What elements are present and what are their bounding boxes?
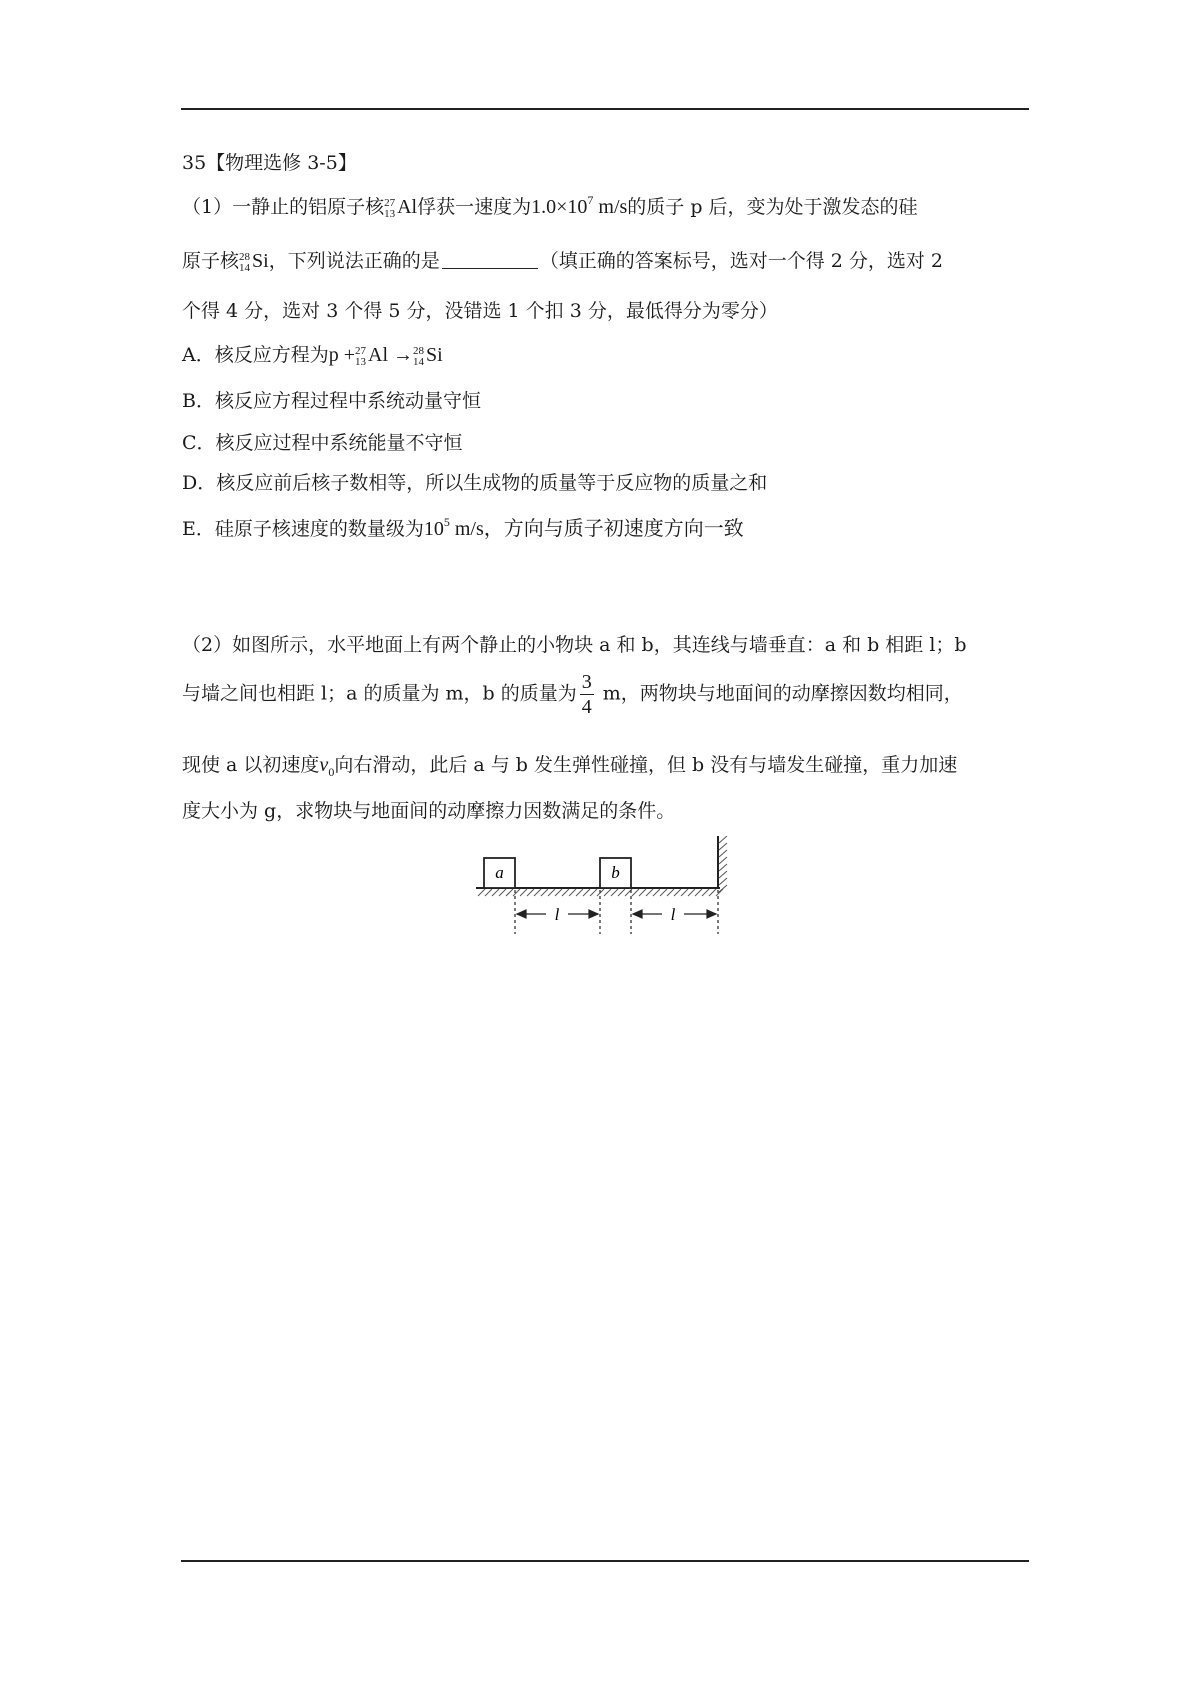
dimension-label-2: l xyxy=(670,905,676,924)
aluminum-nucleus: 27 13 Al xyxy=(384,196,418,220)
header-rule xyxy=(181,108,1029,110)
section-title: 35【物理选修 3-5】 xyxy=(182,152,357,174)
answer-blank xyxy=(442,250,538,269)
part2-line3: 现使 a 以初速度$v_0$向右滑动，此后 a 与 b 发生弹性碰撞，但 b 没有与墙发生碰撞，重力加速 xyxy=(182,754,958,779)
silicon-nucleus: 28 14 Si xyxy=(239,250,269,274)
option-c: C．核反应过程中系统能量不守恒 xyxy=(182,432,463,454)
part1-line3: 个得 4 分，选对 3 个得 5 分，没错选 1 个扣 3 分，最低得分为零分） xyxy=(182,300,778,322)
part2-line2: 与墙之间也相距 l；a 的质量为 m，b 的质量为 $\frac{3}{4}$ m，两物块与地面间的动摩擦因数均相同， xyxy=(182,671,963,718)
dimension-label-1: l xyxy=(554,905,560,924)
part1-line2: 原子核 28 14 Si，下列说法正确的是 （填正确的答案标号，选对一个得 2 分，选对 2 xyxy=(182,250,944,274)
mass-fraction: $\frac{3}{4}$ xyxy=(581,671,592,718)
part1-line1: （1）一静止的铝原子核 27 13 Al俘获一速度为$1.0\times 10^7$ m/s的质子 p 后，变为处于激发态的硅 xyxy=(182,193,918,220)
part2-line4: 度大小为 g，求物块与地面间的动摩擦力因数满足的条件。 xyxy=(182,800,676,822)
block-b xyxy=(600,858,631,888)
wall xyxy=(718,836,727,892)
block-a xyxy=(484,858,515,888)
option-e: E．硅原子核速度的数量级为$10^5$ m/s，方向与质子初速度方向一致 xyxy=(182,515,744,540)
footer-rule xyxy=(181,1560,1029,1562)
block-a-label: a xyxy=(495,863,504,882)
option-a: A．核反应方程为p + 27 13 Al → 28 14 Si xyxy=(182,344,443,369)
initial-velocity: $v_0$ xyxy=(319,754,335,779)
part2-line1: （2）如图所示，水平地面上有两个静止的小物块 a 和 b，其连线与墙垂直：a 和 b 相距 l；b xyxy=(182,634,967,656)
option-b: B．核反应方程过程中系统动量守恒 xyxy=(182,390,481,412)
proton-speed: $1.0\times 10^7$ m/s xyxy=(531,193,628,218)
block-b-label: b xyxy=(611,863,620,882)
reaction-equation: p + 27 13 Al → 28 14 Si xyxy=(328,344,443,369)
blocks-wall-diagram xyxy=(476,836,732,934)
option-d: D．核反应前后核子数相等，所以生成物的质量等于反应物的质量之和 xyxy=(182,472,768,494)
